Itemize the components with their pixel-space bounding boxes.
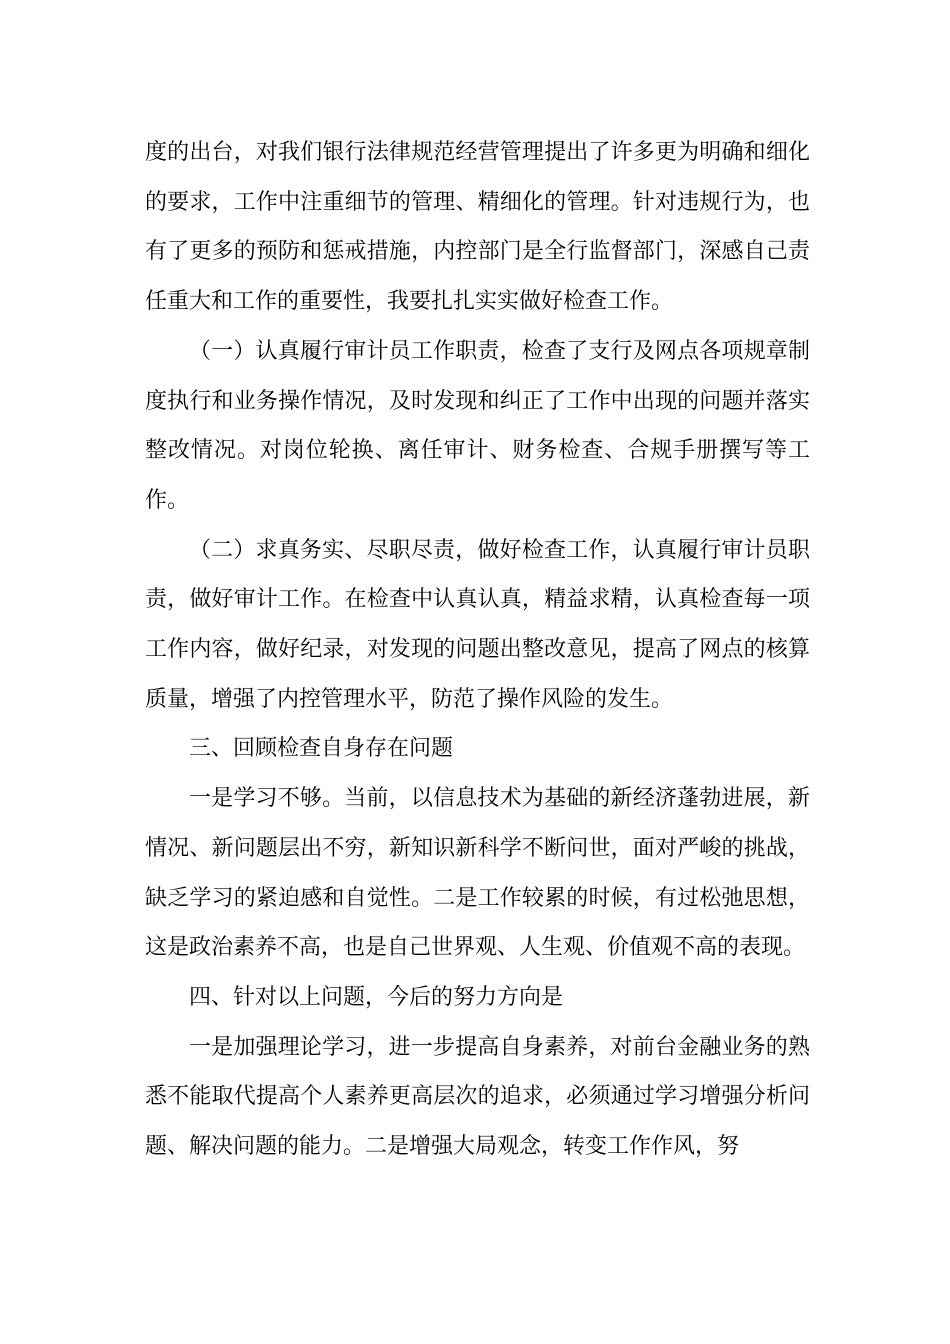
section-heading-three: 三、回顾检查自身存在问题: [189, 736, 454, 762]
section-heading-four: 四、针对以上问题，今后的努力方向是: [189, 984, 564, 1010]
document-body: [145, 128, 810, 1172]
paragraph-item-two: （二）求真务实、尽职尽责，做好检查工作，认真履行审计员职责，做好审计工作。在检查中认真认真，精益求精，认真检查每一项工作内容，做好纪录，对发现的问题出整改意见，提高了网点的核算质量，增强了内控管理水平，防范了操作风险的发生。: [145, 537, 810, 712]
paragraph-directions: 一是加强理论学习，进一步提高自身素养，对前台金融业务的熟悉不能取代提高个人素养更高层次的追求，必须通过学习增强分析问题、解决问题的能力。二是增强大局观念，转变工作作风，努: [145, 1034, 810, 1160]
paragraph-item-one: （一）认真履行审计员工作职责，检查了支行及网点各项规章制度执行和业务操作情况，及时发现和纠正了工作中出现的问题并落实整改情况。对岗位轮换、离任审计、财务检查、合规手册撰写等工作。: [145, 338, 810, 513]
paragraph-problems: 一是学习不够。当前，以信息技术为基础的新经济蓬勃进展，新情况、新问题层出不穷，新知识新科学不断问世，面对严峻的挑战，缺乏学习的紧迫感和自觉性。二是工作较累的时候，有过松弛思想，这是政治素养不高，也是自己世界观、人生观、价值观不高的表现。: [145, 786, 810, 961]
paragraph-continuation: 度的出台，对我们银行法律规范经营管理提出了许多更为明确和细化的要求，工作中注重细节的管理、精细化的管理。针对违规行为，也有了更多的预防和惩戒措施，内控部门是全行监督部门，深感自己责任重大和工作的重要性，我要扎扎实实做好检查工作。: [145, 140, 810, 315]
